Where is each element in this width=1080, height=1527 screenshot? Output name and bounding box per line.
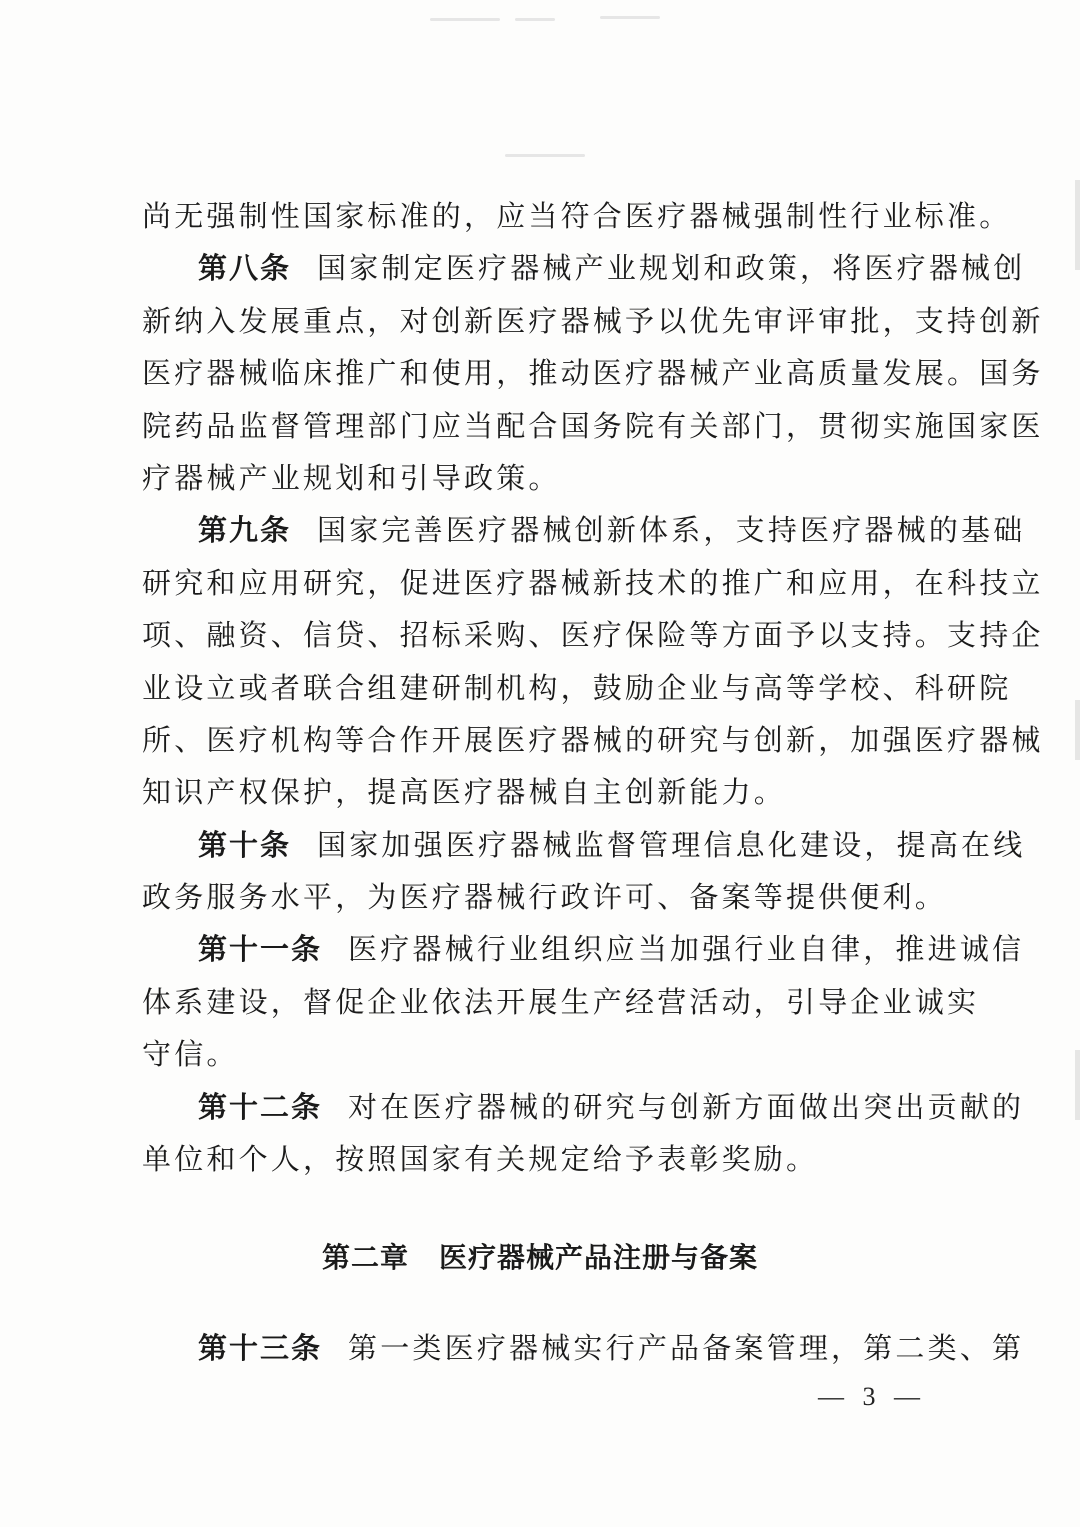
scan-edge-mark <box>1075 180 1080 270</box>
line-text: 国家完善医疗器械创新体系，支持医疗器械的基础 <box>317 513 1026 548</box>
line-text: 体系建设，督促企业依法开展生产经营活动，引导企业诚实 <box>142 984 980 1019</box>
line-text: 单位和个人，按照国家有关规定给予表彰奖励。 <box>142 1142 819 1177</box>
line-text: 知识产权保护，提高医疗器械自主创新能力。 <box>142 775 787 810</box>
article-label: 第十二条 <box>198 1089 323 1124</box>
scan-artifact <box>600 16 660 19</box>
line-text: 守信。 <box>142 1037 239 1072</box>
paragraph-line <box>142 976 980 1028</box>
paragraph-line <box>142 190 1012 242</box>
line-text: 业设立或者联合组建研制机构，鼓励企业与高等学校、科研院 <box>142 670 1012 705</box>
line-text: 医疗器械行业组织应当加强行业自律，推进诚信 <box>348 932 1025 967</box>
paragraph-line <box>142 1133 942 1185</box>
article-13-line <box>142 1322 1025 1374</box>
paragraph-line <box>142 347 1044 399</box>
paragraph-line <box>142 819 1026 871</box>
paragraph-line <box>142 714 1044 766</box>
article-label: 第八条 <box>198 251 292 286</box>
line-text: 疗器械产业规划和引导政策。 <box>142 460 561 495</box>
paragraph-line <box>142 400 1044 452</box>
chapter-heading <box>0 1236 1080 1276</box>
line-text: 新纳入发展重点，对创新医疗器械予以优先审评审批，支持创新 <box>142 303 1044 338</box>
line-text: 政务服务水平，为医疗器械行政许可、备案等提供便利。 <box>142 880 948 915</box>
paragraph-line <box>142 504 1026 556</box>
line-text: 第一类医疗器械实行产品备案管理，第二类、第 <box>348 1331 1025 1365</box>
paragraph-line <box>142 1028 942 1080</box>
paragraph-line <box>142 242 1026 294</box>
line-text: 国家制定医疗器械产业规划和政策，将医疗器械创 <box>317 251 1026 286</box>
article-label: 第十条 <box>198 827 292 862</box>
scan-artifact <box>430 18 500 21</box>
scan-artifact <box>505 154 585 157</box>
line-text: 国家加强医疗器械监督管理信息化建设，提高在线 <box>317 827 1026 862</box>
article-label: 第十三条 <box>198 1331 323 1365</box>
paragraph-line <box>142 1081 1025 1133</box>
paragraph-line <box>142 766 942 818</box>
paragraph-line <box>142 871 948 923</box>
paragraph-line <box>142 452 942 504</box>
paragraph-line <box>142 662 1012 714</box>
article-label: 第九条 <box>198 513 292 548</box>
line-text: 研究和应用研究，促进医疗器械新技术的推广和应用，在科技立 <box>142 565 1044 600</box>
line-text: 对在医疗器械的研究与创新方面做出突出贡献的 <box>348 1089 1025 1124</box>
line-text: 尚无强制性国家标准的，应当符合医疗器械强制性行业标准。 <box>142 199 1012 233</box>
line-text: 项、融资、信贷、招标采购、医疗保险等方面予以支持。支持企 <box>142 618 1044 653</box>
paragraph-line <box>142 557 1044 609</box>
line-text: 所、医疗机构等合作开展医疗器械的研究与创新，加强医疗器械 <box>142 722 1044 757</box>
scan-artifact <box>515 18 555 21</box>
scan-edge-mark <box>1075 700 1080 760</box>
line-text: 医疗器械临床推广和使用，推动医疗器械产业高质量发展。国务 <box>142 356 1044 391</box>
line-text: 院药品监督管理部门应当配合国务院有关部门，贯彻实施国家医 <box>142 408 1044 443</box>
chapter-number: 第二章 <box>321 1241 409 1274</box>
chapter-title: 医疗器械产品注册与备案 <box>439 1241 759 1274</box>
paragraph-line <box>142 923 1025 975</box>
regulation-body-text <box>142 190 1044 1185</box>
scan-edge-mark <box>1075 1050 1080 1120</box>
page-number: — 3 — <box>818 1382 926 1411</box>
paragraph-line <box>142 609 1044 661</box>
paragraph-line <box>142 1322 1025 1374</box>
article-label: 第十一条 <box>198 932 323 967</box>
paragraph-line <box>142 295 1044 347</box>
